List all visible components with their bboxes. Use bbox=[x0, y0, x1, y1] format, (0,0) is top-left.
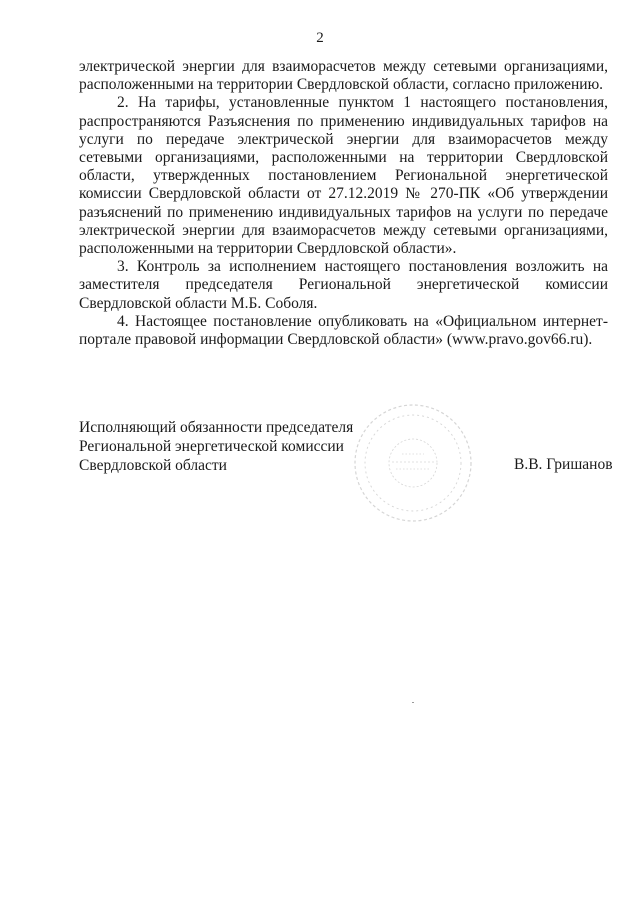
paragraph-item-2: 2. На тарифы, установленные пунктом 1 настоящего постановления, распространяются Разъяснения по применению индивидуальных тарифов на услуги по передаче электрической энергии для взаиморасчетов между сетевыми организациями, расположенными на территории Свердловской области, утвержденных постановлением Региональной энергетической комиссии Свердловской области от 27.12.2019 № 270-ПК «Об утверждении разъяснений по применению индивидуальных тарифов на услуги по передаче электрической энергии для взаиморасчетов между сетевыми организациями, расположенными на территории Свердловской области». bbox=[79, 94, 608, 258]
signatory-position-line-1: Исполняющий обязанности председателя bbox=[79, 419, 354, 436]
signatory-position bbox=[79, 418, 353, 475]
paragraph-item-3: 3. Контроль за исполнением настоящего постановления возложить на заместителя председателя Региональной энергетической комиссии Свердловской области М.Б. Соболя. bbox=[79, 258, 608, 312]
signatory-position-line-3: Свердловской области bbox=[79, 457, 227, 474]
signatory-name: В.В. Гришанов bbox=[514, 456, 613, 473]
scan-speck bbox=[412, 702, 414, 703]
document-body bbox=[79, 58, 608, 349]
paragraph-item-4: 4. Настоящее постановление опубликовать на «Официальном интернет-портале правовой информации Свердловской области» (www.pravo.gov66.ru). bbox=[79, 312, 608, 349]
paragraph-continuation: электрической энергии для взаиморасчетов между сетевыми организациями, расположенными на территории Свердловской области, согласно приложению. bbox=[79, 58, 608, 94]
signatory-position-line-2: Региональной энергетической комиссии bbox=[79, 438, 344, 455]
page-number: 2 bbox=[316, 30, 324, 46]
official-stamp-icon bbox=[352, 402, 474, 524]
